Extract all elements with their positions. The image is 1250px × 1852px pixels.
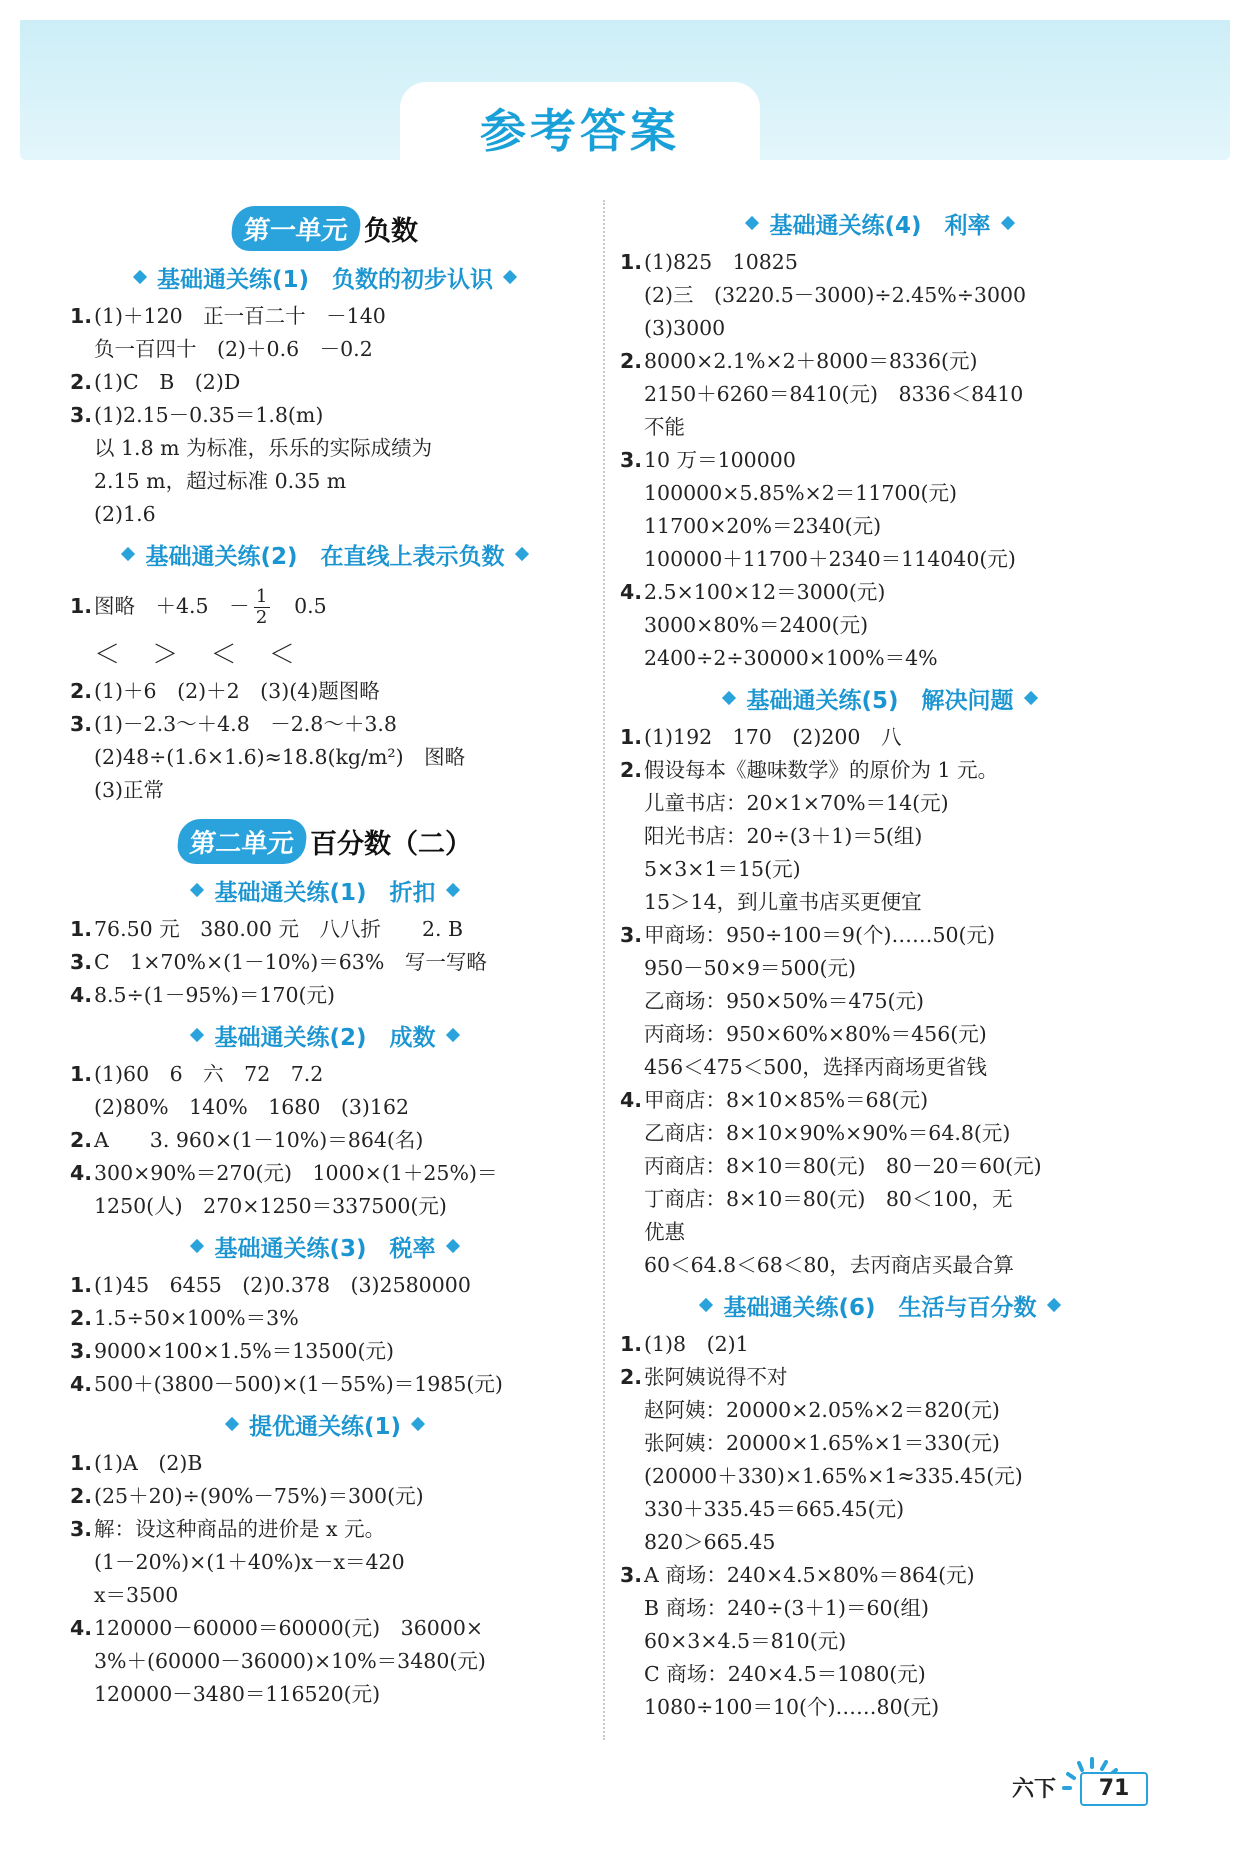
- answer-list: [70, 1058, 580, 1223]
- answer-row: [70, 465, 580, 498]
- answer-row: [70, 1513, 580, 1546]
- question-number: 1.: [70, 917, 93, 941]
- answer-row: [620, 1691, 1140, 1724]
- section-title: 基础通关练(4) 利率: [769, 212, 991, 239]
- answer-text: 2400÷2÷30000×100%＝4%: [644, 646, 938, 670]
- answer-row: [620, 411, 1140, 444]
- answer-row: [70, 1124, 580, 1157]
- answer-row: [620, 1183, 1140, 1216]
- section-heading: [70, 1227, 580, 1265]
- answer-text: A 商场：240×4.5×80%＝864(元): [644, 1563, 975, 1587]
- answer-text: (1)－2.3～＋4.8 －2.8～＋3.8: [94, 712, 397, 736]
- answer-row: [70, 1480, 580, 1513]
- unit-badge: 第二单元: [176, 819, 309, 864]
- answer-row: [70, 708, 580, 741]
- answer-list: [70, 913, 580, 1012]
- answer-text: 820＞665.45: [644, 1530, 776, 1554]
- answer-row: [70, 1546, 580, 1579]
- section-title: 基础通关练(6) 生活与百分数: [723, 1294, 1037, 1321]
- column-divider: [603, 200, 605, 1740]
- answer-row: [620, 312, 1140, 345]
- question-number: 2.: [620, 758, 643, 782]
- answer-row: [620, 1427, 1140, 1460]
- answer-text: (1)825 10825: [644, 250, 798, 274]
- section-heading: [70, 1016, 580, 1054]
- answer-row: [70, 1190, 580, 1223]
- unit-badge: 第一单元: [230, 206, 363, 251]
- section-title: 基础通关练(2) 在直线上表示负数: [145, 543, 505, 570]
- answer-row: [620, 642, 1140, 675]
- answer-row: [70, 1645, 580, 1678]
- answer-list: [620, 1328, 1140, 1724]
- answer-row: [620, 886, 1140, 919]
- answer-text: 不能: [644, 415, 685, 439]
- answer-text: 3%＋(60000－36000)×10%＝3480(元): [94, 1649, 486, 1673]
- question-number: 1.: [70, 304, 93, 328]
- answer-text: 9000×100×1.5%＝13500(元): [94, 1339, 394, 1363]
- answer-row: [620, 576, 1140, 609]
- question-number: 3.: [70, 1339, 93, 1363]
- answer-text: 456＜475＜500，选择丙商场更省钱: [644, 1055, 987, 1079]
- answer-list: [70, 675, 580, 807]
- answer-row: [620, 853, 1140, 886]
- answer-row: [620, 444, 1140, 477]
- section-heading: [70, 1405, 580, 1443]
- unit-title: 百分数（二）: [310, 828, 472, 860]
- answer-text: 15＞14，到儿童书店买更便宜: [644, 890, 922, 914]
- answer-row: [620, 721, 1140, 754]
- answer-row: [620, 1658, 1140, 1691]
- question-number: 3.: [70, 712, 93, 736]
- answer-text: 张阿姨说得不对: [644, 1365, 788, 1389]
- answer-text: 甲商店：8×10×85%＝68(元): [644, 1088, 929, 1112]
- answer-text: 500＋(3800－500)×(1－55%)＝1985(元): [94, 1372, 503, 1396]
- answer-row: [620, 1328, 1140, 1361]
- question-number: 3.: [620, 1563, 643, 1587]
- section-title: 提优通关练(1): [248, 1413, 402, 1440]
- diamond-icon: [514, 547, 528, 561]
- answer-text: 优惠: [644, 1220, 685, 1244]
- diamond-icon: [445, 1239, 459, 1253]
- answer-text: 120000－60000＝60000(元) 36000×: [94, 1616, 484, 1640]
- answer-text: (1)＋6 (2)＋2 (3)(4)题图略: [94, 679, 380, 703]
- diamond-icon: [699, 1298, 713, 1312]
- answer-row: [620, 1249, 1140, 1282]
- answer-list: [70, 1269, 580, 1401]
- section-heading: [620, 679, 1140, 717]
- answer-row: [70, 1447, 580, 1480]
- answer-text: 100000＋11700＋2340＝114040(元): [644, 547, 1016, 571]
- answer-text: C 商场：240×4.5＝1080(元): [644, 1662, 926, 1686]
- answer-row: [620, 1150, 1140, 1183]
- grade-label: 六下: [1012, 1777, 1057, 1802]
- answer-row: [70, 1058, 580, 1091]
- diamond-icon: [190, 883, 204, 897]
- answer-text: 5×3×1＝15(元): [644, 857, 801, 881]
- answer-text: (20000＋330)×1.65%×1≈335.45(元): [644, 1464, 1023, 1488]
- diamond-icon: [445, 883, 459, 897]
- answer-text: (1)45 6455 (2)0.378 (3)2580000: [94, 1273, 471, 1297]
- page-title: 参考答案: [480, 104, 680, 158]
- answer-text: 330＋335.45＝665.45(元): [644, 1497, 905, 1521]
- answer-text: (3)正常: [94, 778, 165, 802]
- answer-row: [70, 333, 580, 366]
- answer-row: [70, 1091, 580, 1124]
- answer-row: [70, 979, 580, 1012]
- answer-row: [70, 399, 580, 432]
- answer-row: [620, 1493, 1140, 1526]
- question-number: 2.: [620, 1365, 643, 1389]
- question-number: 2.: [620, 349, 643, 373]
- answer-row: [620, 510, 1140, 543]
- question-number: 4.: [70, 983, 93, 1007]
- section-title: 基础通关练(1) 折扣: [214, 879, 436, 906]
- comparison-symbols: ＜ ＞ ＜ ＜: [94, 640, 307, 670]
- answer-row: [70, 1302, 580, 1335]
- unit-heading: [70, 817, 580, 865]
- answer-row: [70, 913, 580, 946]
- answer-text: 8000×2.1%×2＋8000＝8336(元): [644, 349, 978, 373]
- answer-text: 3000×80%＝2400(元): [644, 613, 869, 637]
- answer-row: [620, 952, 1140, 985]
- question-number: 2.: [70, 370, 93, 394]
- question-number: 1.: [620, 725, 643, 749]
- answer-row: [620, 754, 1140, 787]
- answer-text: 0.5: [273, 594, 327, 618]
- answer-text: 假设每本《趣味数学》的原价为 1 元。: [644, 758, 999, 782]
- answer-row: [70, 774, 580, 807]
- answer-text: 60×3×4.5＝810(元): [644, 1629, 847, 1653]
- answer-text: 乙商场：950×50%＝475(元): [644, 989, 924, 1013]
- answer-row: [620, 1559, 1140, 1592]
- question-number: 1.: [620, 1332, 643, 1356]
- answer-text: (2)48÷(1.6×1.6)≈18.8(kg/m²) 图略: [94, 745, 466, 769]
- answer-row: [620, 985, 1140, 1018]
- answer-text: 8.5÷(1－95%)＝170(元): [94, 983, 336, 1007]
- section-heading: [70, 258, 580, 296]
- answer-text: (1)60 6 六 72 7.2: [94, 1062, 324, 1086]
- unit-title: 负数: [364, 215, 418, 247]
- question-number: 4.: [70, 1372, 93, 1396]
- answer-text: 120000－3480＝116520(元): [94, 1682, 381, 1706]
- question-number: 3.: [70, 950, 93, 974]
- answer-row: [70, 432, 580, 465]
- answer-row: [620, 1117, 1140, 1150]
- fraction: [254, 587, 270, 628]
- answer-text: 2.15 m，超过标准 0.35 m: [94, 469, 347, 493]
- answer-row: [70, 741, 580, 774]
- question-number: 2.: [70, 679, 93, 703]
- answer-text: 丙商场：950×60%×80%＝456(元): [644, 1022, 987, 1046]
- answer-row: [620, 1018, 1140, 1051]
- section-title: 基础通关练(1) 负数的初步认识: [156, 266, 494, 293]
- question-number: 1.: [70, 1062, 93, 1086]
- answer-row: [620, 1625, 1140, 1658]
- answer-text: 1.5÷50×100%＝3%: [94, 1306, 299, 1330]
- diamond-icon: [503, 270, 517, 284]
- answer-text: 儿童书店：20×1×70%＝14(元): [644, 791, 949, 815]
- answer-text: A 3. 960×(1－10%)＝864(名): [94, 1128, 424, 1152]
- answer-text: (1)A (2)B: [94, 1451, 203, 1475]
- answer-text: x＝3500: [94, 1583, 179, 1607]
- answer-row: [620, 1592, 1140, 1625]
- answer-text: 1080÷100＝10(个)……80(元): [644, 1695, 940, 1719]
- fraction-numerator: 1: [255, 586, 268, 607]
- question-number: 3.: [70, 1517, 93, 1541]
- question-number: 3.: [620, 448, 643, 472]
- answer-text: 乙商店：8×10×90%×90%＝64.8(元): [644, 1121, 1011, 1145]
- answer-row: [70, 1335, 580, 1368]
- section-heading: [70, 535, 580, 573]
- answer-row: [70, 577, 580, 635]
- diamond-icon: [133, 270, 147, 284]
- answer-list: [620, 721, 1140, 1282]
- answer-row: [70, 1368, 580, 1401]
- answer-row: [70, 498, 580, 531]
- section-title: 基础通关练(5) 解决问题: [746, 687, 1014, 714]
- answer-row: [620, 820, 1140, 853]
- answer-text: (2)1.6: [94, 502, 156, 526]
- fraction-denominator: 2: [255, 607, 268, 628]
- diamond-icon: [1046, 1298, 1060, 1312]
- answer-row: [620, 787, 1140, 820]
- answer-text: (1)＋120 正一百二十 －140: [94, 304, 386, 328]
- answer-row: [620, 1084, 1140, 1117]
- answer-list: [70, 1447, 580, 1711]
- answer-row: [620, 1526, 1140, 1559]
- answer-text: 100000×5.85%×2＝11700(元): [644, 481, 957, 505]
- answer-row: [620, 609, 1140, 642]
- answer-text: 2.5×100×12＝3000(元): [644, 580, 886, 604]
- answer-row: [70, 1269, 580, 1302]
- answer-text: (1)192 170 (2)200 八: [644, 725, 902, 749]
- answer-row: [70, 946, 580, 979]
- diamond-icon: [1000, 216, 1014, 230]
- answer-text: 阳光书店：20÷(3＋1)＝5(组): [644, 824, 923, 848]
- question-number: 2.: [70, 1306, 93, 1330]
- answer-row: [620, 919, 1140, 952]
- answer-text: 负一百四十 (2)＋0.6 －0.2: [94, 337, 373, 361]
- answer-text: 76.50 元 380.00 元 八八折 2. B: [94, 917, 464, 941]
- answer-row: [70, 1157, 580, 1190]
- right-column: [620, 200, 1140, 1724]
- question-number: 1.: [70, 1273, 93, 1297]
- answer-text: C 1×70%×(1－10%)＝63% 写一写略: [94, 950, 487, 974]
- answer-row: [620, 1460, 1140, 1493]
- left-column: [70, 200, 580, 1711]
- answer-text: 丁商店：8×10＝80(元) 80＜100，无: [644, 1187, 1013, 1211]
- answer-text: 图略 ＋4.5 －: [94, 594, 250, 618]
- answer-row: [620, 378, 1140, 411]
- answer-text: 950－50×9＝500(元): [644, 956, 857, 980]
- question-number: 1.: [620, 250, 643, 274]
- question-number: 4.: [620, 580, 643, 604]
- answer-row: [620, 345, 1140, 378]
- answer-text: 解：设这种商品的进价是 x 元。: [94, 1517, 386, 1541]
- answer-text: 甲商场：950÷100＝9(个)……50(元): [644, 923, 996, 947]
- answer-list: [620, 246, 1140, 675]
- diamond-icon: [411, 1417, 425, 1431]
- answer-row: [70, 675, 580, 708]
- answer-row: [70, 1579, 580, 1612]
- answer-text: 300×90%＝270(元) 1000×(1＋25%)＝: [94, 1161, 498, 1185]
- question-number: 3.: [620, 923, 643, 947]
- page-number: 71: [1080, 1772, 1148, 1806]
- answer-text: (1)C B (2)D: [94, 370, 241, 394]
- answer-text: 赵阿姨：20000×2.05%×2＝820(元): [644, 1398, 1000, 1422]
- answer-text: (3)3000: [644, 316, 726, 340]
- answer-row: [70, 300, 580, 333]
- answer-text: B 商场：240÷(3＋1)＝60(组): [644, 1596, 930, 1620]
- answer-text: 11700×20%＝2340(元): [644, 514, 882, 538]
- answer-text: (25＋20)÷(90%－75%)＝300(元): [94, 1484, 424, 1508]
- answer-row: [620, 1051, 1140, 1084]
- answer-row: [620, 279, 1140, 312]
- answer-text: (1－20%)×(1＋40%)x－x＝420: [94, 1550, 405, 1574]
- answer-row: [620, 477, 1140, 510]
- question-number: 2.: [70, 1484, 93, 1508]
- answer-row: [70, 1612, 580, 1645]
- answer-list: [70, 300, 580, 531]
- section-heading: [70, 871, 580, 909]
- answer-row: [70, 366, 580, 399]
- unit-heading: [70, 204, 580, 252]
- question-number: 1.: [70, 1451, 93, 1475]
- diamond-icon: [121, 547, 135, 561]
- answer-text: 2150＋6260＝8410(元) 8336＜8410: [644, 382, 1024, 406]
- answer-row: [620, 246, 1140, 279]
- answer-text: (2)80% 140% 1680 (3)162: [94, 1095, 410, 1119]
- question-number: 4.: [70, 1616, 93, 1640]
- diamond-icon: [745, 216, 759, 230]
- answer-row: [620, 543, 1140, 576]
- question-number: 3.: [70, 403, 93, 427]
- diamond-icon: [445, 1028, 459, 1042]
- diamond-icon: [225, 1417, 239, 1431]
- answer-row: [620, 1216, 1140, 1249]
- answer-text: (2)三 (3220.5－3000)÷2.45%÷3000: [644, 283, 1027, 307]
- answer-row: [620, 1361, 1140, 1394]
- section-title: 基础通关练(2) 成数: [214, 1024, 436, 1051]
- answer-text: 以 1.8 m 为标准，乐乐的实际成绩为: [94, 436, 433, 460]
- answer-text: 张阿姨：20000×1.65%×1＝330(元): [644, 1431, 1000, 1455]
- diamond-icon: [190, 1028, 204, 1042]
- question-number: 1.: [70, 594, 93, 618]
- answer-text: 10 万＝100000: [644, 448, 796, 472]
- answer-text: (1)2.15－0.35＝1.8(m): [94, 403, 324, 427]
- answer-text: 1250(人) 270×1250＝337500(元): [94, 1194, 447, 1218]
- section-heading: [620, 1286, 1140, 1324]
- answer-row: [620, 1394, 1140, 1427]
- question-number: 4.: [70, 1161, 93, 1185]
- answer-row: [70, 1678, 580, 1711]
- question-number: 4.: [620, 1088, 643, 1112]
- answer-text: 丙商店：8×10＝80(元) 80－20＝60(元): [644, 1154, 1042, 1178]
- question-number: 2.: [70, 1128, 93, 1152]
- diamond-icon: [190, 1239, 204, 1253]
- diamond-icon: [1023, 691, 1037, 705]
- section-title: 基础通关练(3) 税率: [214, 1235, 436, 1262]
- diamond-icon: [722, 691, 736, 705]
- answer-text: (1)8 (2)1: [644, 1332, 749, 1356]
- answer-text: 60＜64.8＜68＜80，去丙商店买最合算: [644, 1253, 1014, 1277]
- section-heading: [620, 204, 1140, 242]
